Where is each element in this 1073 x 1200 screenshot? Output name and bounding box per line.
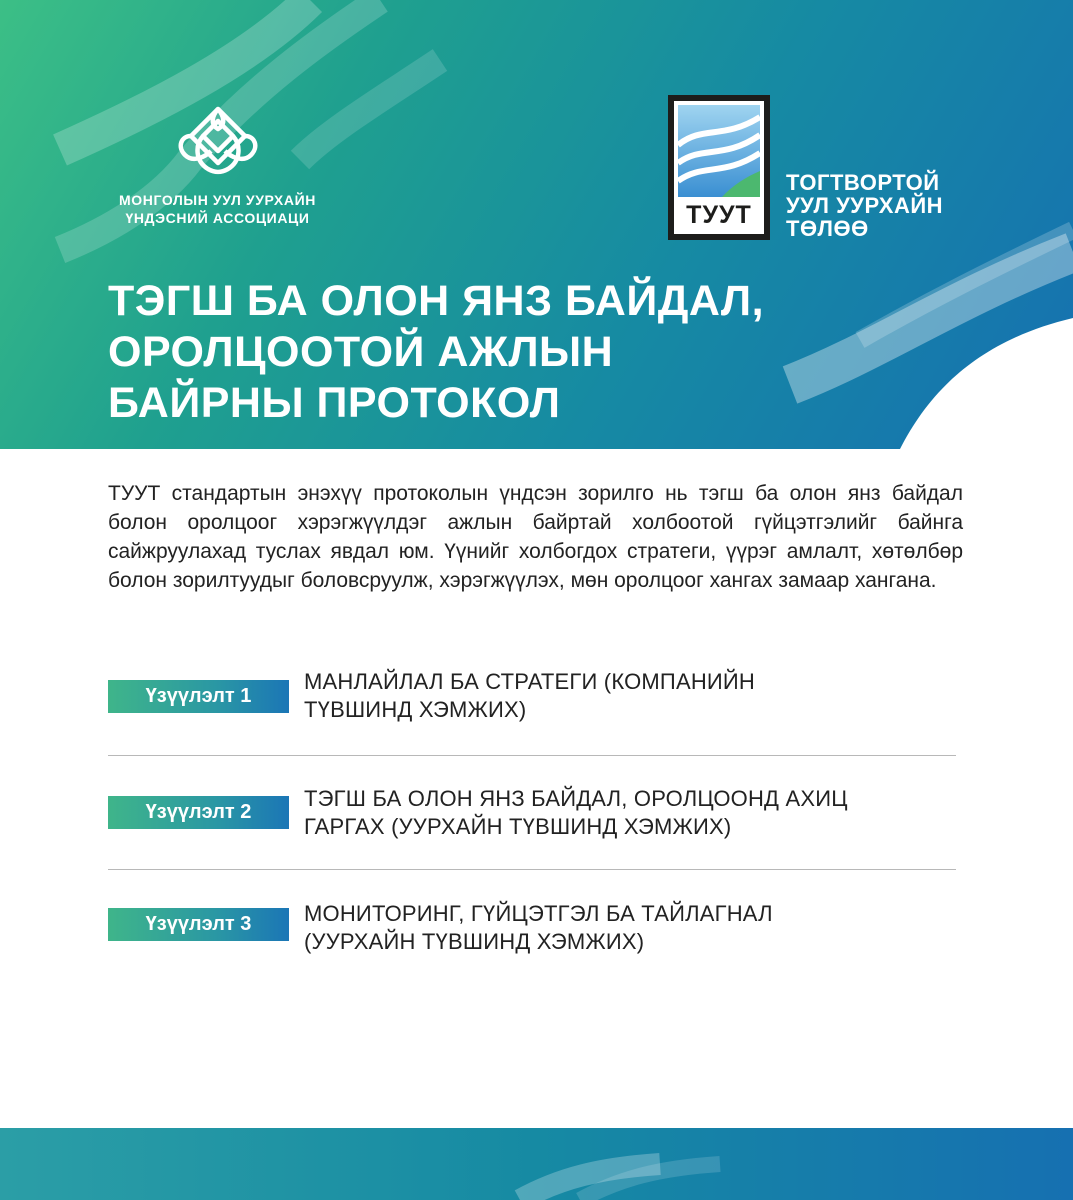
association-name [100, 191, 335, 227]
module-title [304, 785, 884, 841]
module-badge: Үзүүлэлт 1 [108, 680, 289, 713]
tuut-title-line1: ТОГТВОРТОЙ [786, 170, 940, 195]
page-title-line3: БАЙРНЫ ПРОТОКОЛ [108, 379, 561, 427]
tuut-logo-inner [674, 101, 764, 234]
association-name-line1: МОНГОЛЫН УУЛ УУРХАЙН [119, 192, 316, 208]
module-2 [108, 785, 968, 845]
divider [108, 755, 956, 756]
tuut-waves-icon [678, 105, 760, 197]
tuut-title-line2: УУЛ УУРХАЙН [786, 193, 944, 218]
footer-band [0, 1128, 1073, 1200]
module-1 [108, 668, 968, 728]
intro-paragraph: ТУУТ стандартын энэхүү протоколын үндсэн зорилго нь тэгш ба олон янз байдал болон оролцоог хэрэгжүүлдэг ажлын байртай холбоотой гүйцэтгэлийг байнга сайжруулахад туслах явдал юм. Үүнийг холбогдох стратеги, үүрэг амлалт, хөтөлбөр болон зорилтуудыг боловсруулж, хэрэгжүүлэх, мөн оролцоог хангах замаар хангана. [108, 482, 963, 592]
association-logo [100, 105, 335, 227]
association-name-line2: ҮНДЭСНИЙ АССОЦИАЦИ [125, 210, 310, 226]
tuut-title-line3: ТӨЛӨӨ [786, 216, 869, 241]
page-title-line2: ОРОЛЦООТОЙ АЖЛЫН [108, 328, 614, 376]
module-3 [108, 900, 968, 960]
knot-logo-icon [173, 105, 263, 177]
header-banner [0, 0, 1073, 449]
module-title-line2: ГАРГАХ (УУРХАЙН ТҮВШИНД ХЭМЖИХ) [304, 814, 732, 839]
module-title [304, 900, 884, 956]
divider [108, 869, 956, 870]
tuut-title [786, 171, 943, 240]
module-title [304, 668, 884, 724]
module-title-line1: МОНИТОРИНГ, ГҮЙЦЭТГЭЛ БА ТАЙЛАГНАЛ [304, 901, 773, 926]
page-title-line1: ТЭГШ БА ОЛОН ЯНЗ БАЙДАЛ, [108, 277, 765, 325]
page-title [108, 276, 764, 429]
module-title-line2: ТҮВШИНД ХЭМЖИХ) [304, 697, 527, 722]
module-badge: Үзүүлэлт 2 [108, 796, 289, 829]
module-title-line2: (УУРХАЙН ТҮВШИНД ХЭМЖИХ) [304, 929, 645, 954]
module-badge: Үзүүлэлт 3 [108, 908, 289, 941]
module-title-line1: МАНЛАЙЛАЛ БА СТРАТЕГИ (КОМПАНИЙН [304, 669, 756, 694]
tuut-box-label: ТУУТ [686, 201, 752, 229]
module-title-line1: ТЭГШ БА ОЛОН ЯНЗ БАЙДАЛ, ОРОЛЦООНД АХИЦ [304, 786, 848, 811]
tuut-logo [668, 95, 770, 240]
footer-wave-decoration [0, 1128, 1073, 1200]
